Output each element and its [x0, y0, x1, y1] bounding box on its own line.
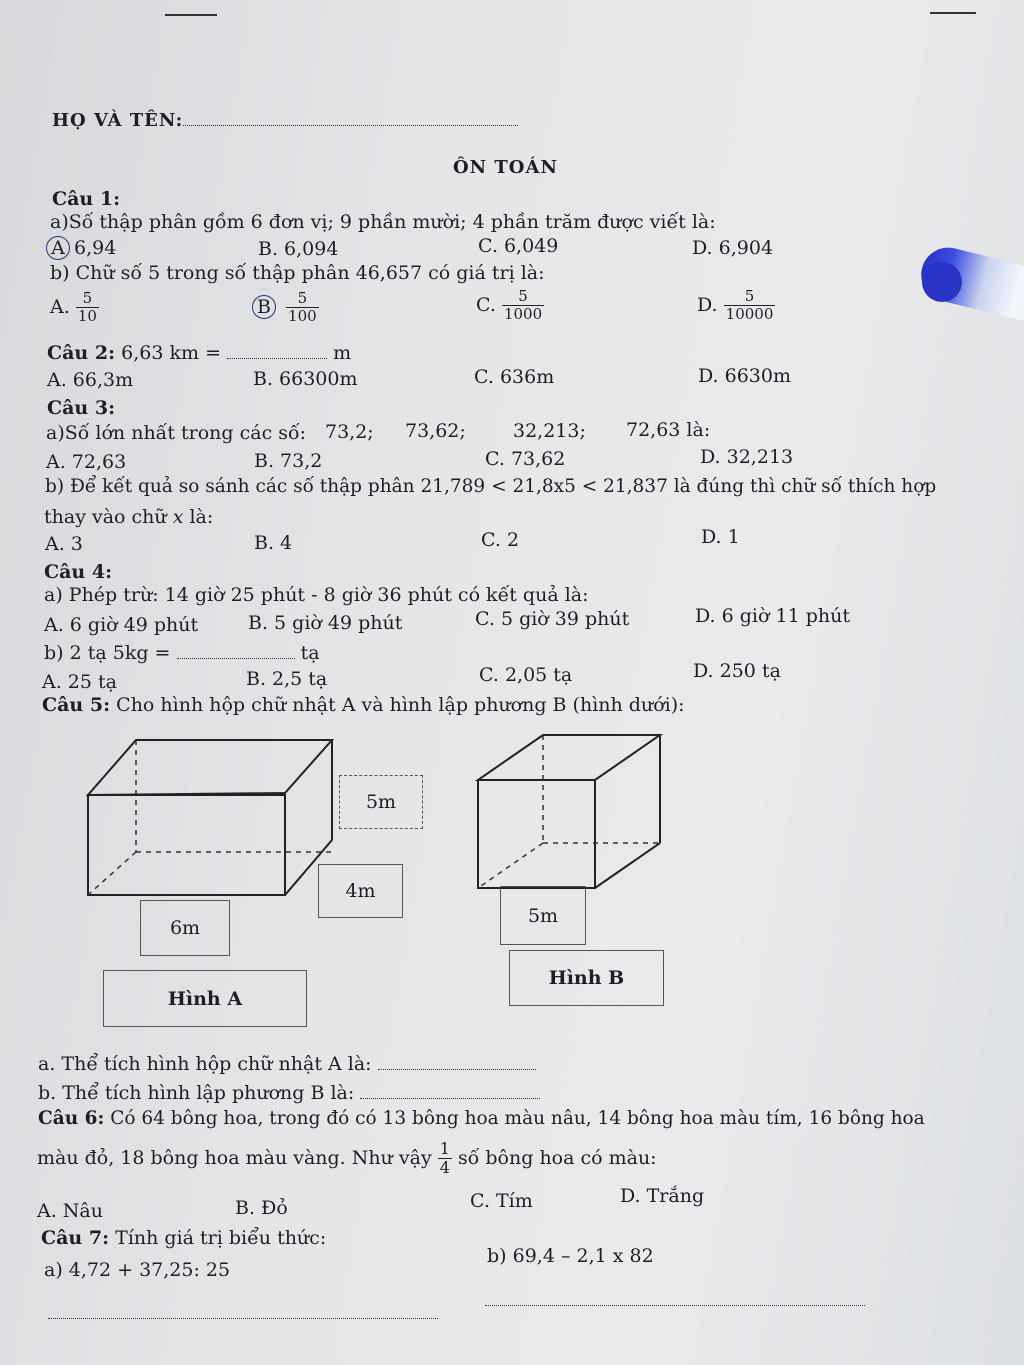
- q4-b-option-a[interactable]: A. 25 tạ: [42, 671, 117, 693]
- q6-line1: Câu 6: Có 64 bông hoa, trong đó có 13 bông hoa màu nâu, 14 bông hoa màu tím, 16 bông hoa: [38, 1108, 925, 1129]
- q1-label: Câu 1:: [52, 188, 121, 210]
- q5-sub-a-blank[interactable]: [378, 1069, 536, 1070]
- q7-answer-line-a[interactable]: [48, 1318, 438, 1319]
- q3-a-number: 73,62;: [405, 420, 466, 442]
- q4-a-option-b[interactable]: B. 5 giờ 49 phút: [248, 612, 403, 634]
- q2-option-b[interactable]: B. 66300m: [253, 368, 358, 390]
- q3-a-number: 72,63 là:: [626, 419, 711, 441]
- q4-blank[interactable]: [177, 658, 295, 659]
- q3-a-number: 73,2;: [325, 421, 374, 443]
- q3-b-option-c[interactable]: C. 2: [481, 529, 520, 551]
- q4-a-question: a) Phép trừ: 14 giờ 25 phút - 8 giờ 36 phút có kết quả là:: [44, 584, 589, 606]
- figure-b-caption: Hình B: [509, 950, 664, 1006]
- q4-a-option-d[interactable]: D. 6 giờ 11 phút: [695, 605, 850, 627]
- selected-answer-circle: B: [252, 295, 276, 319]
- q3-b-option-a[interactable]: A. 3: [45, 533, 83, 555]
- q4-b-question: b) 2 tạ 5kg = tạ: [44, 642, 320, 664]
- q6-option-b[interactable]: B. Đỏ: [235, 1197, 288, 1219]
- q1-b-option-a[interactable]: A. $\frac{5}{10}$: [50, 289, 97, 326]
- q1-b-option-d[interactable]: D. $\frac{5}{10000}$: [697, 287, 774, 324]
- figure-a-depth-label: 4m: [318, 864, 403, 918]
- fraction: $\frac{5}{1000}$: [503, 287, 543, 324]
- q3-b-option-d[interactable]: D. 1: [701, 526, 740, 548]
- figure-a-height-label: 5m: [339, 775, 423, 829]
- name-blank[interactable]: [183, 125, 518, 126]
- figure-b-cube: [473, 730, 663, 895]
- q1-a-option-b[interactable]: B. 6,094: [258, 238, 339, 260]
- q5-sub-b-blank[interactable]: [360, 1098, 540, 1099]
- page-title: ÔN TOÁN: [453, 157, 558, 178]
- figure-b-edge-label: 5m: [500, 886, 586, 945]
- q2-option-a[interactable]: A. 66,3m: [47, 369, 134, 391]
- name-field[interactable]: [52, 110, 518, 131]
- q3-a-option-c[interactable]: C. 73,62: [485, 448, 566, 470]
- q3-label: Câu 3:: [47, 397, 116, 419]
- top-edge-mark: [930, 12, 976, 14]
- q5-question: Câu 5: Cho hình hộp chữ nhật A và hình lập phương B (hình dưới):: [42, 694, 685, 716]
- q1-a-option-c[interactable]: C. 6,049: [478, 235, 559, 257]
- q5-sub-b: b. Thể tích hình lập phương B là:: [38, 1082, 540, 1104]
- q7-question: Câu 7: Tính giá trị biểu thức:: [41, 1227, 327, 1249]
- q4-a-option-c[interactable]: C. 5 giờ 39 phút: [475, 608, 630, 630]
- q3-b-question-line1: b) Để kết quả so sánh các số thập phân 21,789 < 21,8x5 < 21,837 là đúng thì chữ số thích hợp: [45, 476, 937, 497]
- figure-a-width-label: 6m: [140, 900, 230, 956]
- q7-expression-a: a) 4,72 + 37,25: 25: [44, 1259, 231, 1281]
- q2-option-d[interactable]: D. 6630m: [698, 365, 792, 387]
- q3-b-question-line2: thay vào chữ x là:: [44, 506, 214, 528]
- selected-answer-circle: A: [46, 236, 70, 260]
- q2-question: Câu 2: 6,63 km = m: [47, 342, 352, 364]
- q3-a-question: a)Số lớn nhất trong các số:: [46, 422, 307, 444]
- q1-b-question: b) Chữ số 5 trong số thập phân 46,657 có giá trị là:: [50, 262, 545, 284]
- q4-label: Câu 4:: [44, 561, 113, 583]
- q6-option-d[interactable]: D. Trắng: [620, 1185, 705, 1207]
- q7-answer-line-b[interactable]: [485, 1305, 865, 1306]
- fraction: $\frac{1}{4}$: [439, 1139, 450, 1178]
- figure-a-caption: Hình A: [103, 970, 307, 1027]
- q6-option-c[interactable]: C. Tím: [470, 1190, 533, 1212]
- q1-a-option-d[interactable]: D. 6,904: [692, 237, 774, 259]
- q3-b-option-b[interactable]: B. 4: [254, 532, 293, 554]
- top-edge-mark: [165, 14, 217, 16]
- q4-b-option-d[interactable]: D. 250 tạ: [693, 660, 781, 682]
- q3-a-option-b[interactable]: B. 73,2: [254, 450, 323, 472]
- q6-line2: màu đỏ, 18 bông hoa màu vàng. Như vậy $\frac{1}{4}$ số bông hoa có màu:: [37, 1139, 657, 1178]
- q3-a-option-d[interactable]: D. 32,213: [700, 446, 794, 468]
- q1-b-option-c[interactable]: C. $\frac{5}{1000}$: [476, 287, 543, 324]
- fraction: $\frac{5}{10}$: [77, 289, 97, 326]
- q1-b-option-b[interactable]: [252, 290, 319, 326]
- q1-a-option-a[interactable]: A 6,94: [46, 236, 116, 260]
- pen-cap-icon: [922, 262, 962, 302]
- q4-b-option-c[interactable]: C. 2,05 tạ: [479, 664, 573, 686]
- fraction: $\frac{5}{10000}$: [725, 287, 774, 324]
- q3-a-option-a[interactable]: A. 72,63: [46, 451, 127, 473]
- q7-expression-b: b) 69,4 – 2,1 x 82: [487, 1245, 654, 1267]
- q2-blank[interactable]: [227, 358, 327, 359]
- q4-a-option-a[interactable]: A. 6 giờ 49 phút: [44, 614, 199, 636]
- q4-b-option-b[interactable]: B. 2,5 tạ: [246, 668, 328, 690]
- figure-a-cuboid: [80, 735, 340, 900]
- fraction: $\frac{5}{100}$: [288, 289, 317, 326]
- q6-option-a[interactable]: A. Nâu: [37, 1200, 103, 1222]
- q1-a-question: a)Số thập phân gồm 6 đơn vị; 9 phần mười; 4 phần trăm được viết là:: [50, 211, 716, 233]
- name-label: HỌ VÀ TÊN:: [52, 110, 184, 131]
- q5-sub-a: a. Thể tích hình hộp chữ nhật A là:: [38, 1053, 536, 1075]
- q2-option-c[interactable]: C. 636m: [474, 366, 555, 388]
- q3-a-number: 32,213;: [513, 420, 586, 442]
